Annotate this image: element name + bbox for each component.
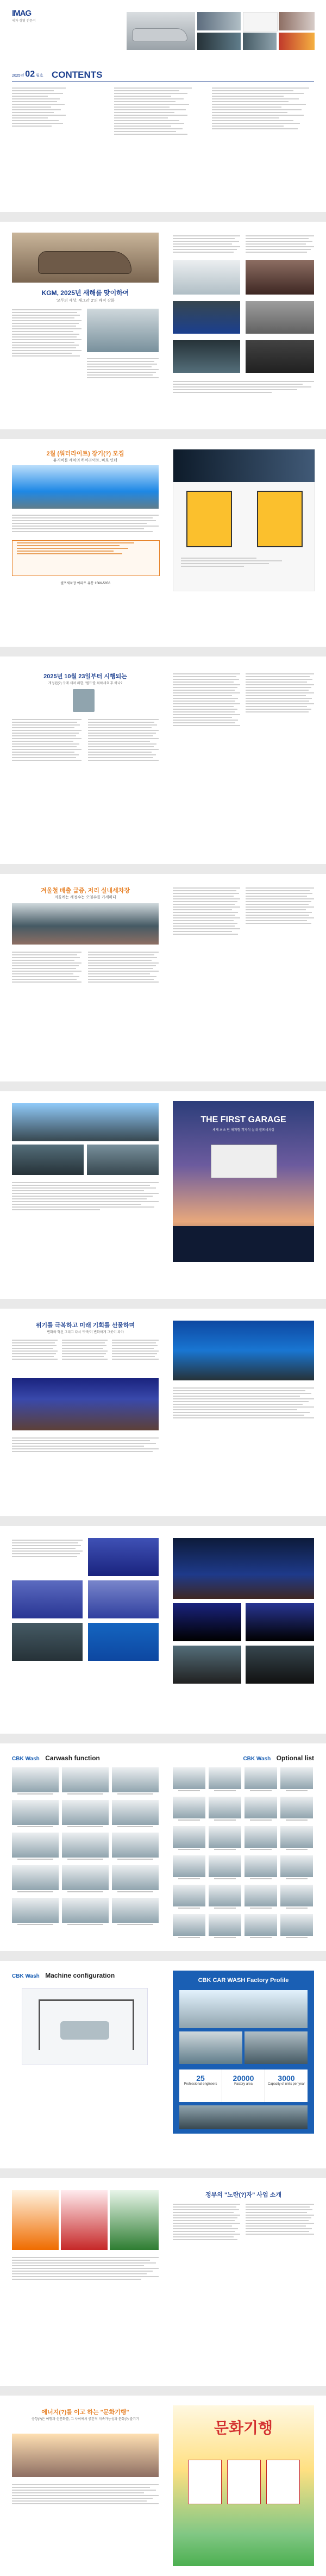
contents-page	[0, 0, 326, 212]
water-subhead: 유지비를 세차의 하이라이트, 바로 인터	[53, 459, 117, 462]
cover-photo-car	[127, 12, 195, 50]
grid-photo	[62, 1865, 109, 1890]
law-right-col-2	[246, 672, 314, 714]
law-body-left	[12, 717, 82, 762]
book-cover-1	[12, 2190, 59, 2250]
crisis-subhead: 변화와 혁신 그리고 다시 '구축'이 변화하게 그곳이 되야	[47, 1331, 124, 1334]
article-water-page	[0, 439, 326, 647]
grid-photo	[62, 1767, 109, 1792]
water-box-caption: 셀프세차장 아파트 유통 1566-5656	[60, 582, 110, 585]
kgm-photo-blue-car	[173, 301, 240, 334]
grid-photo	[173, 1797, 205, 1818]
grid-photo	[112, 1767, 159, 1792]
grid-caption-line	[214, 1790, 236, 1791]
kgm-headline: KGM, 2025년 새해를 맞이하여	[41, 289, 129, 297]
logo-text: IMAG	[12, 9, 32, 18]
winter-body-left	[12, 950, 82, 984]
grid-caption-line	[214, 1878, 236, 1879]
culture-photo	[12, 2434, 159, 2477]
cbk-machine-title: Machine configuration	[45, 1972, 115, 1979]
crisis-right-col	[173, 1386, 314, 1420]
winter-right-col-1	[173, 886, 240, 936]
grid-photo	[209, 1826, 241, 1848]
cover-photo-pole	[243, 12, 278, 32]
grid-photo	[280, 1855, 313, 1877]
culture-book-3	[266, 2460, 300, 2504]
cbk-machine-diagram	[22, 1988, 148, 2065]
grid-caption-line	[250, 1937, 272, 1938]
grid-caption-line	[67, 1859, 103, 1860]
crisis-body-3	[112, 1338, 159, 1361]
culture-headline: 에너지(?)를 이고 하는 "문화기행"	[41, 2409, 129, 2416]
grid-photo	[112, 1833, 159, 1858]
culture-book-1	[188, 2460, 222, 2504]
stat-number: 20000	[233, 2074, 254, 2083]
grid-caption-line	[214, 1849, 236, 1850]
law-author-photo	[73, 689, 95, 712]
grid-caption-line	[214, 1908, 236, 1909]
grid-photo	[12, 1800, 59, 1825]
law-headline: 2025년 10월 23일부터 시행되는	[43, 673, 127, 680]
cover-photo-bay	[197, 33, 241, 50]
grid-photo	[244, 1767, 277, 1789]
garage-body	[12, 1180, 159, 1212]
winter-building-photo	[12, 903, 159, 945]
garage-exterior-photo	[12, 1103, 159, 1141]
page-gap	[0, 1734, 326, 1743]
grid-photo	[209, 1797, 241, 1818]
cbk-factory-photo-4	[179, 2105, 308, 2129]
contents-title: CONTENTS	[52, 70, 103, 80]
grid-caption-line	[17, 1826, 53, 1827]
grid-photo	[112, 1865, 159, 1890]
grid-caption-line	[250, 1820, 272, 1821]
page-gap	[0, 647, 326, 656]
kgm-photo-dash	[246, 340, 314, 373]
first-garage-page	[0, 1091, 326, 1299]
grid-caption-line	[117, 1924, 153, 1925]
grid-photo	[12, 1898, 59, 1923]
kgm-photo-interior	[246, 260, 314, 295]
winter-subhead: 겨울에는 세정수는 오염수를 가세하다	[54, 896, 117, 899]
culture-banner-title: 문화기행	[214, 2419, 273, 2436]
grid-caption-line	[250, 1849, 272, 1850]
kgm-right-text-3	[173, 379, 314, 395]
grid-photo	[280, 1826, 313, 1848]
kgm-body-left	[12, 308, 82, 358]
gallery-photo-3	[88, 1580, 159, 1618]
article-winter-page	[0, 874, 326, 1081]
magazine-logo	[12, 9, 36, 23]
cover-photo-wash	[197, 12, 241, 30]
stat-cell	[265, 2069, 308, 2102]
grid-photo	[244, 1885, 277, 1906]
grid-photo	[244, 1797, 277, 1818]
kgm-photo-grey-car	[246, 301, 314, 334]
book-cover-2	[61, 2190, 108, 2250]
crisis-event-photo	[12, 1378, 159, 1430]
page-gap	[0, 1951, 326, 1961]
page-gap	[0, 2386, 326, 2396]
page-gap	[0, 429, 326, 439]
ad-machine-2	[257, 491, 303, 547]
law-subhead: 개정된(?) 구매 세차 위한, '셀프'를 위하세요 후 하나?	[48, 682, 123, 685]
stat-label: Professional engineers	[184, 2083, 217, 2086]
ad-building	[211, 1145, 277, 1178]
ad-dark-banner	[173, 449, 315, 482]
cbk-function-page	[0, 1743, 326, 1951]
cbk-factory-photo-2	[179, 2031, 242, 2064]
grid-photo	[280, 1914, 313, 1936]
stat-number: 25	[196, 2074, 205, 2083]
contents-col-1	[12, 86, 72, 128]
cbk-machine-page	[0, 1961, 326, 2168]
grid-photo	[209, 1855, 241, 1877]
cbk-function-title: Carwash function	[45, 1754, 100, 1762]
cover-photo-book	[279, 33, 315, 50]
grid-caption-line	[17, 1891, 53, 1892]
garage-bay-photo-2	[87, 1145, 159, 1175]
grid-caption-line	[214, 1937, 236, 1938]
cover-photo-people	[279, 12, 315, 30]
ad-machine-1	[186, 491, 232, 547]
law-right-col-1	[173, 672, 240, 728]
ad-text	[181, 556, 307, 568]
contents-col-2	[114, 86, 196, 136]
cbk-brand-machine: CBK Wash	[12, 1973, 40, 1979]
article-policy-page	[0, 2178, 326, 2386]
cbk-factory-photo-3	[244, 2031, 308, 2064]
grid-caption-line	[286, 1878, 308, 1879]
cover-photo-hall	[243, 33, 277, 50]
page-gap	[0, 1516, 326, 1526]
article-crisis-page	[0, 1309, 326, 1516]
grid-caption-line	[17, 1793, 53, 1795]
stat-label: Capacity of units per year	[267, 2083, 305, 2086]
grid-caption-line	[178, 1937, 200, 1938]
cbk-machine-header	[12, 1971, 159, 1980]
water-ad	[173, 449, 315, 591]
gallery-photo-10	[246, 1646, 314, 1684]
kgm-photo-white-car	[173, 260, 240, 295]
gallery-photo-5	[88, 1623, 159, 1661]
grid-photo	[12, 1865, 59, 1890]
gallery-photo-6	[173, 1538, 314, 1599]
grid-photo	[280, 1797, 313, 1818]
gallery-photo-9	[173, 1646, 241, 1684]
logo-subtitle: 세차 경영 전문지	[12, 20, 36, 23]
grid-photo	[62, 1800, 109, 1825]
grid-photo	[12, 1767, 59, 1792]
cbk-optional-title: Optional list	[276, 1754, 314, 1762]
grid-photo	[244, 1855, 277, 1877]
winter-headline: 겨울철 배출 급증, 저리 실내세차장	[40, 887, 130, 894]
issue-label: 2025년 02 월호	[12, 70, 43, 79]
cbk-brand-left: CBK Wash	[12, 1756, 40, 1762]
grid-caption-line	[250, 1790, 272, 1791]
grid-caption-line	[67, 1793, 103, 1795]
grid-photo	[12, 1833, 59, 1858]
ad-title: THE FIRST GARAGE	[200, 1115, 286, 1124]
kgm-body-right	[87, 357, 159, 380]
grid-photo	[173, 1885, 205, 1906]
grid-caption-line	[67, 1891, 103, 1892]
grid-caption-line	[250, 1878, 272, 1879]
grid-caption-line	[286, 1937, 308, 1938]
grid-photo	[280, 1767, 313, 1789]
grid-caption-line	[67, 1826, 103, 1827]
gallery-photo-4	[12, 1623, 83, 1661]
page-gap	[0, 212, 326, 222]
article-culture-page	[0, 2396, 326, 2576]
policy-right-col-1	[173, 2202, 240, 2242]
grid-photo	[244, 1914, 277, 1936]
cbk-profile-panel	[173, 1971, 314, 2134]
article-kgm-page	[0, 222, 326, 429]
grid-photo	[209, 1914, 241, 1936]
grid-photo	[173, 1767, 205, 1789]
grid-caption-line	[17, 1924, 53, 1925]
grid-caption-line	[117, 1859, 153, 1860]
grid-photo	[209, 1767, 241, 1789]
policy-headline: 정부의 "노란(?)자" 사업 소개	[205, 2192, 281, 2198]
kgm-hero-photo	[12, 233, 159, 283]
grid-caption-line	[286, 1849, 308, 1850]
grid-photo	[244, 1826, 277, 1848]
winter-right-col-2	[246, 886, 314, 926]
gallery-photo-8	[246, 1603, 314, 1641]
cbk-profile-title: CBK CAR WASH Factory Profile	[198, 1977, 289, 1984]
contents-col-3	[212, 86, 314, 131]
stat-cell	[222, 2069, 265, 2102]
first-garage-ad	[173, 1101, 314, 1262]
stat-label: Factory area	[234, 2083, 253, 2086]
gallery-text-left	[12, 1538, 83, 1559]
grid-caption-line	[117, 1826, 153, 1827]
grid-photo	[62, 1898, 109, 1923]
grid-photo	[62, 1833, 109, 1858]
grid-caption-line	[178, 1849, 200, 1850]
kgm-photo-dark-car	[173, 340, 240, 373]
grid-photo	[173, 1855, 205, 1877]
culture-subhead: 공항(?)은 여행과 신문화를, 그 사이에서 공간적 지속가능성과 문화(?) 즐기기	[32, 2418, 139, 2421]
policy-right-col-2	[246, 2202, 314, 2236]
grid-caption-line	[214, 1820, 236, 1821]
grid-caption-line	[286, 1820, 308, 1821]
page-gap	[0, 864, 326, 874]
crisis-body-2	[62, 1338, 108, 1361]
grid-caption-line	[286, 1790, 308, 1791]
grid-caption-line	[178, 1908, 200, 1909]
gallery-photo-1	[88, 1538, 159, 1576]
grid-caption-line	[286, 1908, 308, 1909]
cbk-function-header	[12, 1753, 159, 1763]
grid-photo	[112, 1800, 159, 1825]
crisis-body-4	[12, 1436, 159, 1454]
garage-bay-photo-1	[12, 1145, 84, 1175]
culture-body	[12, 2483, 159, 2506]
stat-cell	[179, 2069, 222, 2102]
gallery-photo-2	[12, 1580, 83, 1618]
page-gap	[0, 1081, 326, 1091]
crisis-body-1	[12, 1338, 58, 1361]
grid-caption-line	[178, 1790, 200, 1791]
page-gap	[0, 2168, 326, 2178]
cbk-factory-photo-1	[179, 1990, 308, 2028]
grid-photo	[209, 1885, 241, 1906]
grid-caption-line	[250, 1908, 272, 1909]
kgm-photo-small	[87, 309, 159, 352]
kgm-subhead: '모두의 세상, 새그러' 2'의 쾌적 강화	[56, 299, 115, 303]
cbk-stats-row	[179, 2069, 308, 2102]
book-cover-3	[110, 2190, 159, 2250]
water-info-box	[12, 540, 160, 576]
grid-caption-line	[117, 1891, 153, 1892]
cbk-optional-header	[173, 1753, 314, 1763]
ad-footer-band	[173, 1226, 314, 1262]
grid-photo	[173, 1826, 205, 1848]
water-headline: 2월 (워터라이트) 장기(?) 모집	[46, 451, 124, 457]
ad-subtitle: 세계 최초 단 해저형 격자식 실내 셀프세차장	[212, 1129, 275, 1132]
grid-caption-line	[178, 1878, 200, 1879]
winter-body-right	[88, 950, 159, 984]
stat-number: 3000	[278, 2074, 295, 2083]
culture-banner	[173, 2405, 314, 2566]
water-station-photo	[12, 465, 159, 509]
grid-photo	[173, 1914, 205, 1936]
grid-caption-line	[67, 1924, 103, 1925]
crisis-headline: 위기를 극복하고 미래 기회를 선물하며	[35, 1322, 135, 1329]
kgm-right-text-2	[246, 234, 314, 254]
law-body-right	[88, 717, 159, 762]
issue-number: 02	[25, 70, 35, 79]
grid-photo	[112, 1898, 159, 1923]
cbk-brand-right: CBK Wash	[243, 1756, 271, 1762]
culture-book-2	[227, 2460, 261, 2504]
event-gallery-page	[0, 1526, 326, 1734]
grid-caption-line	[178, 1820, 200, 1821]
water-body	[12, 513, 159, 534]
grid-caption-line	[117, 1793, 153, 1795]
crisis-hall-photo	[173, 1321, 314, 1380]
kgm-right-text-1	[173, 234, 240, 254]
grid-photo	[280, 1885, 313, 1906]
policy-left-body	[12, 2255, 159, 2281]
gallery-photo-7	[173, 1603, 241, 1641]
page-gap	[0, 1299, 326, 1309]
article-law-page	[0, 656, 326, 864]
grid-caption-line	[17, 1859, 53, 1860]
